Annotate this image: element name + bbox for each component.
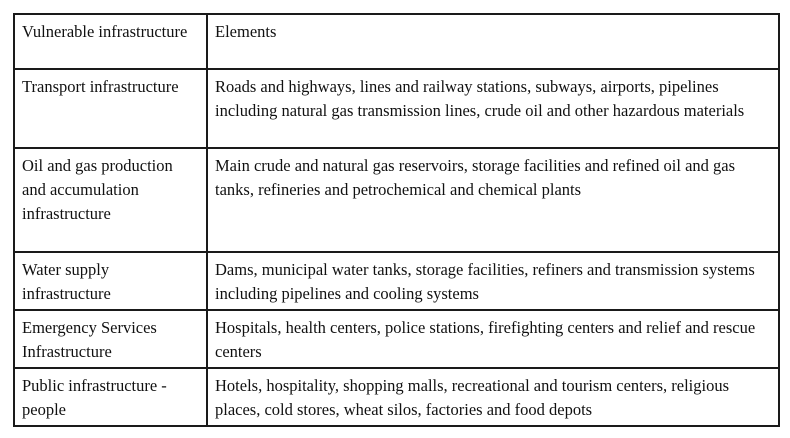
table-row [14, 148, 779, 252]
header-vulnerable-infrastructure: Vulnerable infrastructure [14, 14, 207, 69]
row-category-water-supply: Water supply infrastructure [14, 252, 207, 310]
table-row [14, 310, 779, 368]
infrastructure-table [13, 13, 780, 427]
row-category-oil-gas: Oil and gas production and accumulation infrastructure [14, 148, 207, 252]
table-row [14, 69, 779, 148]
table-row [14, 252, 779, 310]
row-elements-water-supply: Dams, municipal water tanks, storage facilities, refiners and transmission systems including pipelines and cooling systems [207, 252, 779, 310]
row-category-emergency-services: Emergency Services Infrastructure [14, 310, 207, 368]
table-header-row [14, 14, 779, 69]
row-category-public: Public infrastructure - people [14, 368, 207, 426]
row-elements-emergency-services: Hospitals, health centers, police stations, firefighting centers and relief and rescue centers [207, 310, 779, 368]
table-row [14, 368, 779, 426]
row-elements-transport: Roads and highways, lines and railway stations, subways, airports, pipelines including natural gas transmission lines, crude oil and other hazardous materials [207, 69, 779, 148]
row-elements-oil-gas: Main crude and natural gas reservoirs, storage facilities and refined oil and gas tanks, refineries and petrochemical and chemical plants [207, 148, 779, 252]
header-elements: Elements [207, 14, 779, 69]
row-elements-public: Hotels, hospitality, shopping malls, recreational and tourism centers, religious places, cold stores, wheat silos, factories and food depots [207, 368, 779, 426]
row-category-transport: Transport infrastructure [14, 69, 207, 148]
